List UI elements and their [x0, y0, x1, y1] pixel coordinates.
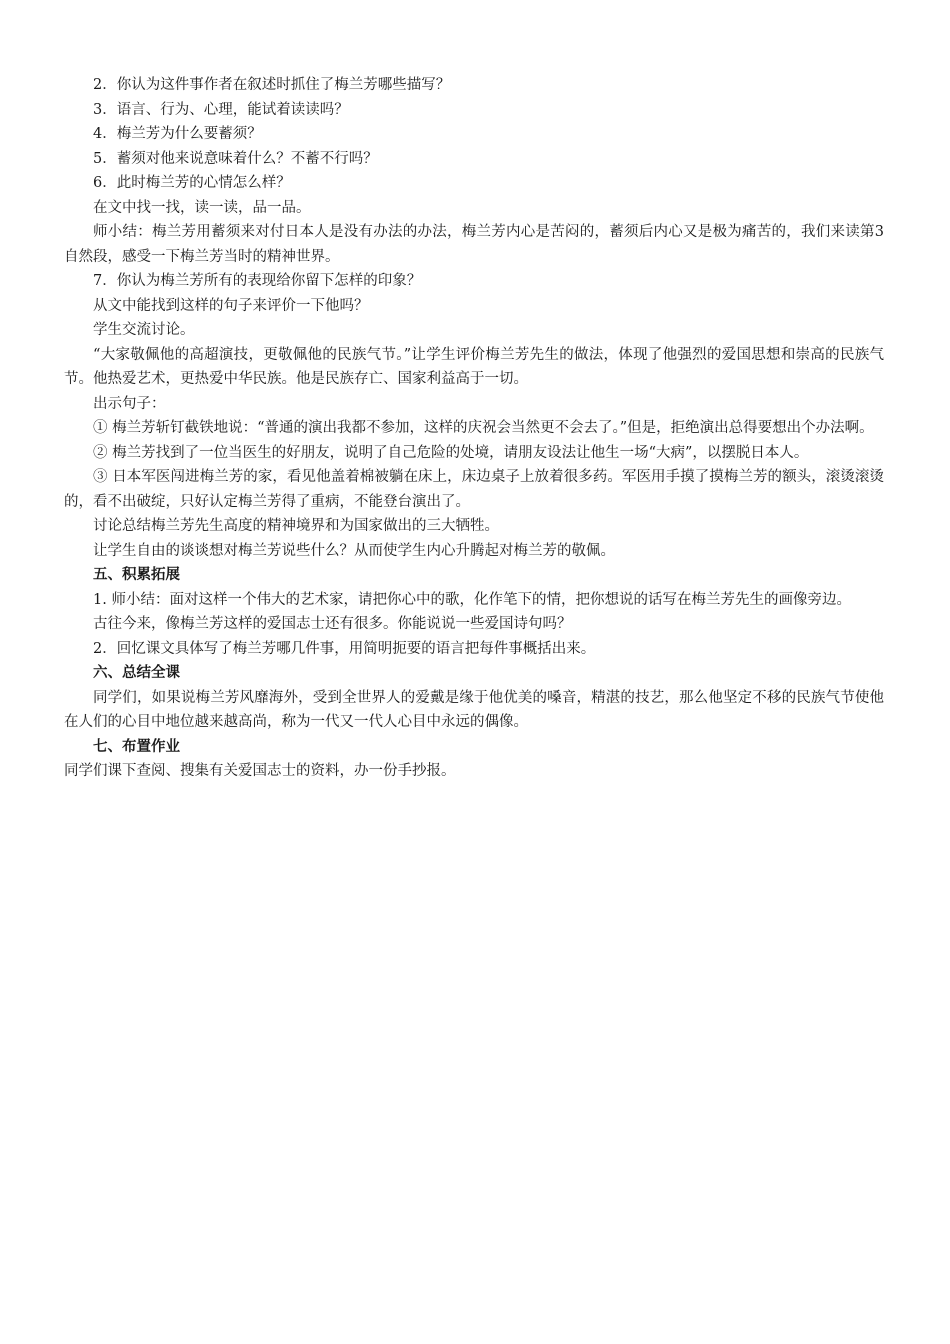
paragraph: “大家敬佩他的高超演技，更敬佩他的民族气节。”让学生评价梅兰芳先生的做法，体现了他强烈的爱国思想和崇高的民族气节。他热爱艺术，更热爱中华民族。他是民族存亡、国家利益高于一切。 [64, 346, 884, 387]
paragraph: ② 梅兰芳找到了一位当医生的好朋友，说明了自己危险的处境，请朋友设法让他生一场“大病”，以摆脱日本人。 [93, 444, 809, 461]
paragraph: 古往今来，像梅兰芳这样的爱国志士还有很多。你能说说一些爱国诗句吗？ [93, 616, 572, 632]
paragraph: 师小结：梅兰芳用蓄须来对付日本人是没有办法的办法，梅兰芳内心是苦闷的，蓄须后内心又是极为痛苦的，我们来读第3自然段，感受一下梅兰芳当时的精神世界。 [64, 224, 884, 265]
paragraph: 学生交流讨论。 [93, 322, 195, 338]
paragraph: 2．你认为这件事作者在叙述时抓住了梅兰芳哪些描写？ [93, 77, 451, 93]
paragraph: 同学们课下查阅、搜集有关爱国志士的资料，办一份手抄报。 [64, 763, 456, 779]
paragraph: 出示句子： [93, 395, 166, 412]
paragraph: 2．回忆课文具体写了梅兰芳哪几件事，用简明扼要的语言把每件事概括出来。 [93, 640, 596, 657]
paragraph: 5．蓄须对他来说意味着什么？不蓄不行吗？ [93, 150, 378, 167]
paragraph: 4．梅兰芳为什么要蓄须？ [93, 126, 262, 142]
paragraph: ① 梅兰芳斩钉截铁地说：“普通的演出我都不参加，这样的庆祝会当然更不会去了。”但是，拒绝演出总得要想出个办法啊。 [93, 420, 874, 436]
section-heading: 六、总结全课 [93, 664, 180, 681]
document-body [64, 73, 884, 784]
paragraph: 7．你认为梅兰芳所有的表现给你留下怎样的印象？ [93, 273, 422, 289]
section-heading: 七、布置作业 [93, 737, 180, 755]
paragraph: 6．此时梅兰芳的心情怎么样？ [93, 175, 291, 191]
paragraph: 从文中能找到这样的句子来评价一下他吗？ [93, 297, 369, 314]
paragraph: 3．语言、行为、心理，能试着读读吗？ [93, 101, 349, 118]
section-heading: 五、积累拓展 [93, 566, 180, 583]
paragraph: 在文中找一找，读一读，品一品。 [93, 199, 311, 216]
paragraph: 让学生自由的谈谈想对梅兰芳说些什么？从而使学生内心升腾起对梅兰芳的敬佩。 [93, 542, 615, 559]
paragraph: 1. 师小结：面对这样一个伟大的艺术家，请把你心中的歌，化作笔下的情，把你想说的话写在梅兰芳先生的画像旁边。 [93, 591, 851, 608]
paragraph: 同学们，如果说梅兰芳风靡海外，受到全世界人的爱戴是缘于他优美的嗓音，精湛的技艺，那么他坚定不移的民族气节使他在人们的心目中地位越来越高尚，称为一代又一代人心目中永远的偶像。 [64, 689, 884, 730]
paragraph: ③ 日本军医闯进梅兰芳的家，看见他盖着棉被躺在床上，床边桌子上放着很多药。军医用手摸了摸梅兰芳的额头，滚烫滚烫的，看不出破绽，只好认定梅兰芳得了重病，不能登台演出了。 [64, 469, 884, 510]
paragraph: 讨论总结梅兰芳先生高度的精神境界和为国家做出的三大牺牲。 [93, 518, 499, 534]
